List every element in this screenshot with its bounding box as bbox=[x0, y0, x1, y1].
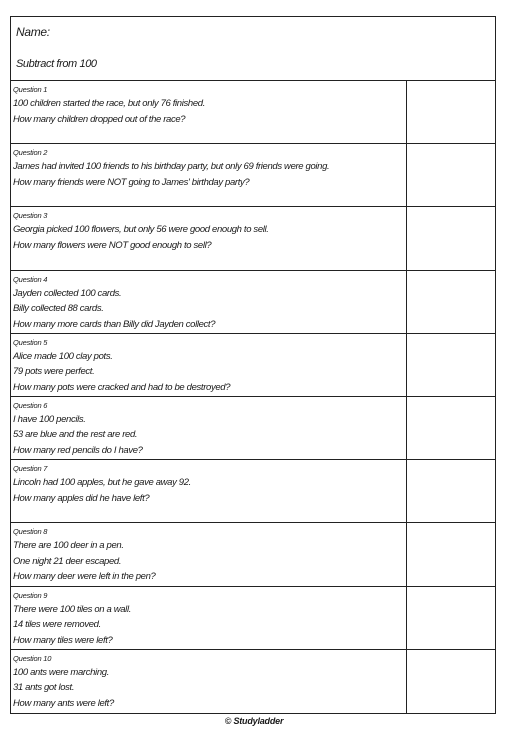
question-number: Question 10 bbox=[13, 653, 52, 663]
question-cell bbox=[11, 397, 407, 459]
question-row bbox=[11, 523, 495, 586]
answer-box[interactable] bbox=[407, 334, 495, 396]
question-number: Question 2 bbox=[13, 148, 48, 158]
answer-box[interactable] bbox=[407, 587, 495, 649]
question-row bbox=[11, 397, 495, 460]
question-text-line: James had invited 100 friends to his birthday party, but only 69 friends were going. bbox=[13, 161, 330, 173]
question-number: Question 5 bbox=[13, 337, 48, 347]
question-text-line: 100 ants were marching. bbox=[13, 666, 109, 678]
question-number: Question 9 bbox=[13, 590, 48, 600]
copyright-footer: © Studyladder bbox=[224, 716, 284, 726]
question-text-line: How many flowers were NOT good enough to sell? bbox=[13, 239, 212, 251]
question-text-line: 53 are blue and the rest are red. bbox=[13, 429, 138, 441]
question-cell bbox=[11, 587, 407, 649]
worksheet bbox=[10, 16, 496, 714]
question-list bbox=[11, 81, 495, 713]
question-text-line: One night 21 deer escaped. bbox=[13, 555, 122, 567]
question-text-line: How many red pencils do I have? bbox=[13, 444, 143, 456]
question-row bbox=[11, 460, 495, 523]
question-number: Question 7 bbox=[13, 464, 48, 474]
answer-box[interactable] bbox=[407, 397, 495, 459]
question-number: Question 4 bbox=[13, 274, 48, 284]
question-text-line: How many apples did he have left? bbox=[13, 492, 150, 504]
question-text-line: How many pots were cracked and had to be destroyed? bbox=[13, 381, 231, 393]
question-text-line: How many children dropped out of the race? bbox=[13, 113, 186, 125]
question-row bbox=[11, 207, 495, 270]
question-text-line: I have 100 pencils. bbox=[13, 413, 86, 425]
question-text-line: How many ants were left? bbox=[13, 697, 114, 709]
question-number: Question 3 bbox=[13, 211, 48, 221]
question-text-line: Georgia picked 100 flowers, but only 56 were good enough to sell. bbox=[13, 224, 269, 236]
answer-box[interactable] bbox=[407, 144, 495, 206]
question-row bbox=[11, 587, 495, 650]
question-text-line: How many deer were left in the pen? bbox=[13, 571, 156, 583]
question-number: Question 1 bbox=[13, 85, 48, 94]
question-text-line: 14 tiles were removed. bbox=[13, 619, 101, 630]
question-text-line: 79 pots were perfect. bbox=[13, 366, 95, 378]
question-number: Question 6 bbox=[13, 400, 48, 410]
answer-box[interactable] bbox=[407, 207, 495, 269]
answer-box[interactable] bbox=[407, 81, 495, 143]
worksheet-header bbox=[11, 17, 495, 81]
question-row bbox=[11, 334, 495, 397]
question-cell bbox=[11, 271, 407, 333]
answer-box[interactable] bbox=[407, 271, 495, 333]
answer-box[interactable] bbox=[407, 460, 495, 522]
name-label: Name: bbox=[16, 25, 50, 39]
question-cell bbox=[11, 460, 407, 522]
answer-box[interactable] bbox=[407, 650, 495, 713]
question-row bbox=[11, 81, 495, 144]
question-text-line: 100 children started the race, but only 76 finished. bbox=[13, 98, 205, 109]
question-cell bbox=[11, 207, 407, 269]
question-row bbox=[11, 144, 495, 207]
question-text-line: Lincoln had 100 apples, but he gave away 92. bbox=[13, 477, 191, 489]
question-text-line: How many friends were NOT going to James' birthday party? bbox=[13, 176, 250, 188]
question-text-line: 31 ants got lost. bbox=[13, 682, 75, 694]
question-text-line: How many tiles were left? bbox=[13, 634, 113, 646]
question-text-line: Jayden collected 100 cards. bbox=[13, 287, 122, 299]
question-row bbox=[11, 271, 495, 334]
question-cell bbox=[11, 650, 407, 713]
question-text-line: There are 100 deer in a pen. bbox=[13, 540, 124, 552]
question-text-line: Alice made 100 clay pots. bbox=[13, 350, 113, 362]
question-cell bbox=[11, 523, 407, 585]
question-row bbox=[11, 650, 495, 713]
question-text-line: Billy collected 88 cards. bbox=[13, 303, 104, 315]
question-cell bbox=[11, 144, 407, 206]
question-number: Question 8 bbox=[13, 527, 48, 537]
question-cell bbox=[11, 334, 407, 396]
worksheet-subtitle: Subtract from 100 bbox=[16, 58, 97, 70]
question-text-line: There were 100 tiles on a wall. bbox=[13, 603, 131, 615]
question-text-line: How many more cards than Billy did Jayden collect? bbox=[13, 318, 216, 330]
answer-box[interactable] bbox=[407, 523, 495, 585]
question-cell bbox=[11, 81, 407, 143]
